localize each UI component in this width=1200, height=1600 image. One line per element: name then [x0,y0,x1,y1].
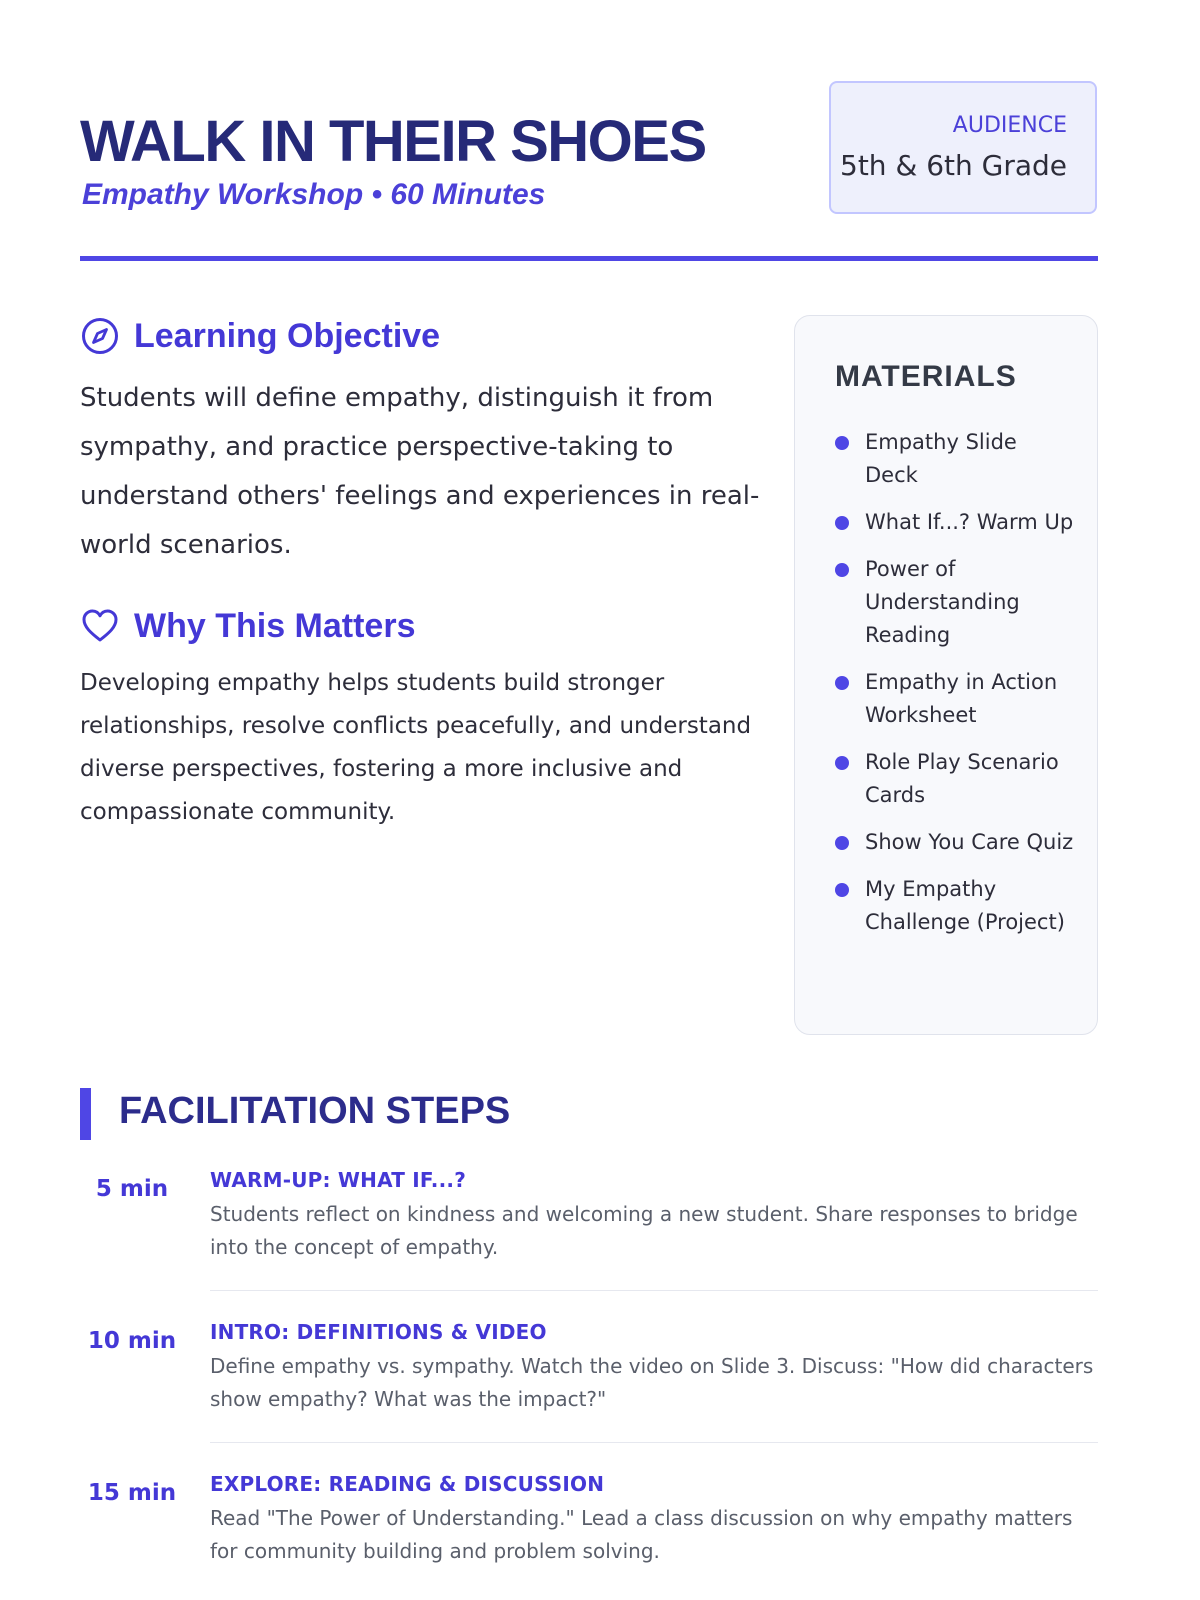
bullet-icon [835,563,849,577]
materials-list [835,426,1075,953]
page-subtitle: Empathy Workshop • 60 Minutes [82,178,546,211]
step-duration: 15 min [87,1480,177,1506]
step-divider [210,1442,1098,1443]
learning-objective-text: Students will define empathy, distinguish it from sympathy, and practice perspective-taking to understand others' feelings and experiences in real-world scenarios. [80,383,760,560]
step-duration: 5 min [95,1176,169,1202]
heart-icon [80,606,120,646]
bullet-icon [835,676,849,690]
materials-item [835,826,1075,859]
header-divider [80,256,1098,261]
materials-card [794,315,1098,1035]
materials-title: MATERIALS [835,360,1017,393]
step-description: Define empathy vs. sympathy. Watch the video on Slide 3. Discuss: "How did characters show empathy? What was the impact?" [210,1354,1094,1411]
why-this-matters-heading [80,606,415,646]
step-description: Read "The Power of Understanding." Lead a class discussion on why empathy matters for community building and problem solving. [210,1506,1073,1563]
materials-item-label: My Empathy Challenge (Project) [865,877,1065,934]
materials-item [835,553,1075,652]
bullet-icon [835,436,849,450]
bullet-icon [835,756,849,770]
audience-card [829,81,1097,214]
step-label: INTRO: DEFINITIONS & VIDEO [210,1320,547,1344]
materials-item-label: Empathy in Action Worksheet [865,670,1058,727]
page-title: WALK IN THEIR SHOES [80,109,706,174]
step-body [210,1168,1098,1264]
bullet-icon [835,836,849,850]
why-this-matters-text: Developing empathy helps students build stronger relationships, resolve conflicts peacefully, and understand diverse perspectives, fostering a more inclusive and compassionate community. [80,670,752,825]
bullet-icon [835,883,849,897]
step-body [210,1320,1098,1416]
materials-item [835,426,1075,492]
materials-item-label: Role Play Scenario Cards [865,750,1059,807]
materials-item-label: Empathy Slide Deck [865,430,1017,487]
step-divider [210,1290,1098,1291]
compass-icon [80,316,120,356]
materials-item [835,666,1075,732]
step-body [210,1472,1098,1568]
materials-item [835,746,1075,812]
materials-item-label: What If...? Warm Up [865,510,1074,534]
step-label: EXPLORE: READING & DISCUSSION [210,1472,605,1496]
bullet-icon [835,516,849,530]
learning-objective-title: Learning Objective [134,316,441,355]
step-label: WARM-UP: WHAT IF...? [210,1168,466,1192]
section-accent-bar [80,1088,91,1140]
facilitation-steps-title: FACILITATION STEPS [119,1090,511,1132]
audience-value: 5th & 6th Grade [840,149,1067,182]
learning-objective-heading [80,316,440,356]
audience-label: AUDIENCE [952,113,1067,138]
why-this-matters-title: Why This Matters [134,606,416,645]
step-description: Students reflect on kindness and welcoming a new student. Share responses to bridge into the concept of empathy. [210,1202,1078,1259]
step-duration: 10 min [87,1328,177,1354]
materials-item-label: Power of Understanding Reading [865,557,1020,647]
materials-item [835,506,1075,539]
materials-item [835,873,1075,939]
materials-item-label: Show You Care Quiz [865,830,1074,854]
